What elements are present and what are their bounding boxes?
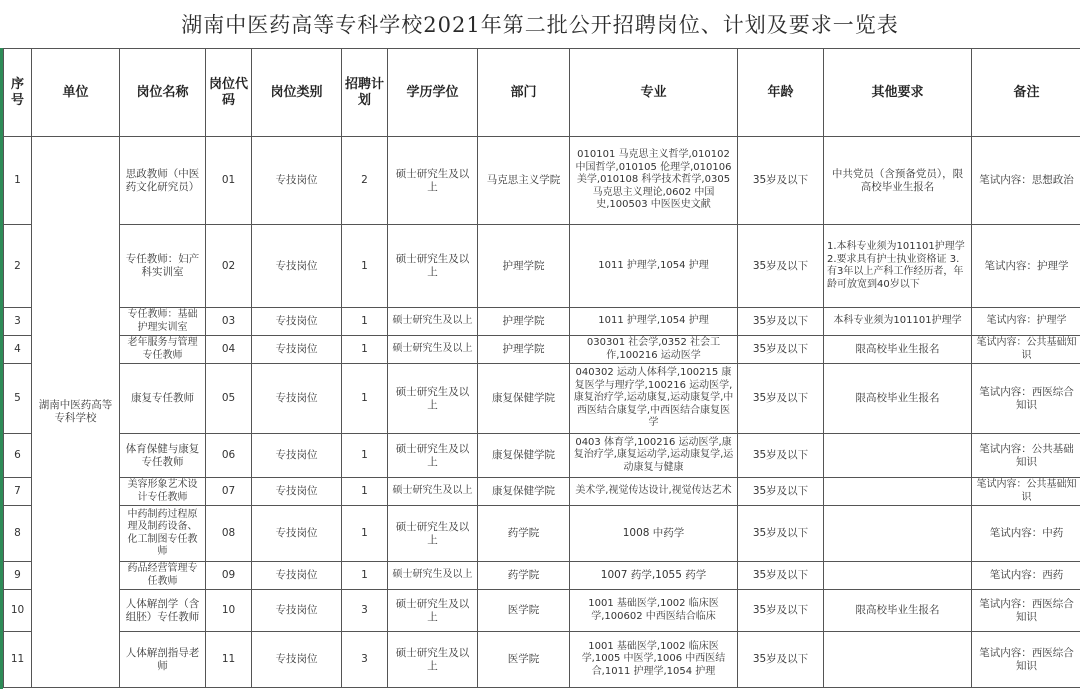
cell-education: 硕士研究生及以上 bbox=[388, 336, 478, 364]
cell-age: 35岁及以下 bbox=[738, 562, 824, 590]
cell-post-code: 06 bbox=[206, 434, 252, 478]
cell-plan: 1 bbox=[342, 225, 388, 308]
cell-education: 硕士研究生及以上 bbox=[388, 478, 478, 506]
cell-remark: 笔试内容：公共基础知识 bbox=[972, 434, 1080, 478]
cell-major: 1011 护理学,1054 护理 bbox=[570, 225, 738, 308]
recruitment-table bbox=[3, 48, 1080, 688]
cell-other bbox=[824, 632, 972, 688]
cell-education: 硕士研究生及以上 bbox=[388, 632, 478, 688]
cell-education: 硕士研究生及以上 bbox=[388, 562, 478, 590]
cell-dept: 护理学院 bbox=[478, 336, 570, 364]
cell-seq: 6 bbox=[4, 434, 32, 478]
cell-post-type: 专技岗位 bbox=[252, 434, 342, 478]
cell-seq: 10 bbox=[4, 590, 32, 632]
cell-major: 1007 药学,1055 药学 bbox=[570, 562, 738, 590]
cell-post-type: 专技岗位 bbox=[252, 562, 342, 590]
table-row bbox=[4, 562, 1080, 590]
header-major: 专业 bbox=[570, 49, 738, 137]
cell-post-type: 专技岗位 bbox=[252, 308, 342, 336]
header-dept: 部门 bbox=[478, 49, 570, 137]
cell-age: 35岁及以下 bbox=[738, 632, 824, 688]
cell-age: 35岁及以下 bbox=[738, 225, 824, 308]
cell-education: 硕士研究生及以上 bbox=[388, 590, 478, 632]
cell-remark: 笔试内容：西医综合知识 bbox=[972, 632, 1080, 688]
cell-education: 硕士研究生及以上 bbox=[388, 434, 478, 478]
table-row bbox=[4, 336, 1080, 364]
header-seq: 序号 bbox=[4, 49, 32, 137]
cell-post-code: 10 bbox=[206, 590, 252, 632]
cell-seq: 3 bbox=[4, 308, 32, 336]
cell-seq: 1 bbox=[4, 137, 32, 225]
cell-dept: 康复保健学院 bbox=[478, 434, 570, 478]
cell-post-type: 专技岗位 bbox=[252, 506, 342, 562]
cell-dept: 医学院 bbox=[478, 632, 570, 688]
cell-other: 限高校毕业生报名 bbox=[824, 590, 972, 632]
cell-post-type: 专技岗位 bbox=[252, 478, 342, 506]
cell-education: 硕士研究生及以上 bbox=[388, 137, 478, 225]
cell-remark: 笔试内容：西医综合知识 bbox=[972, 590, 1080, 632]
cell-plan: 3 bbox=[342, 632, 388, 688]
header-other: 其他要求 bbox=[824, 49, 972, 137]
cell-age: 35岁及以下 bbox=[738, 506, 824, 562]
cell-dept: 康复保健学院 bbox=[478, 364, 570, 434]
cell-major: 010101 马克思主义哲学,010102 中国哲学,010105 伦理学,010106 美学,010108 科学技术哲学,0305 马克思主义理论,0602 中国史,100503 中医医史文献 bbox=[570, 137, 738, 225]
cell-post-name: 药品经营管理专任教师 bbox=[120, 562, 206, 590]
table-row bbox=[4, 137, 1080, 225]
cell-post-type: 专技岗位 bbox=[252, 336, 342, 364]
header-plan: 招聘计划 bbox=[342, 49, 388, 137]
cell-dept: 药学院 bbox=[478, 506, 570, 562]
table-row bbox=[4, 478, 1080, 506]
cell-age: 35岁及以下 bbox=[738, 336, 824, 364]
cell-post-name: 中药制药过程原理及制药设备、化工制图专任教师 bbox=[120, 506, 206, 562]
cell-other: 本科专业须为101101护理学 bbox=[824, 308, 972, 336]
table-header-row bbox=[4, 49, 1080, 137]
cell-remark: 笔试内容：公共基础知识 bbox=[972, 478, 1080, 506]
cell-seq: 11 bbox=[4, 632, 32, 688]
cell-post-type: 专技岗位 bbox=[252, 632, 342, 688]
cell-plan: 1 bbox=[342, 478, 388, 506]
cell-post-code: 11 bbox=[206, 632, 252, 688]
cell-post-code: 08 bbox=[206, 506, 252, 562]
cell-dept: 医学院 bbox=[478, 590, 570, 632]
header-post-type: 岗位类别 bbox=[252, 49, 342, 137]
cell-post-type: 专技岗位 bbox=[252, 590, 342, 632]
cell-age: 35岁及以下 bbox=[738, 137, 824, 225]
cell-plan: 3 bbox=[342, 590, 388, 632]
cell-dept: 药学院 bbox=[478, 562, 570, 590]
cell-post-code: 07 bbox=[206, 478, 252, 506]
header-post-code: 岗位代码 bbox=[206, 49, 252, 137]
cell-post-name: 人体解剖指导老师 bbox=[120, 632, 206, 688]
cell-plan: 2 bbox=[342, 137, 388, 225]
cell-post-code: 02 bbox=[206, 225, 252, 308]
cell-age: 35岁及以下 bbox=[738, 590, 824, 632]
cell-major: 0403 体育学,100216 运动医学,康复治疗学,康复运动学,运动康复学,运动康复与健康 bbox=[570, 434, 738, 478]
header-post-name: 岗位名称 bbox=[120, 49, 206, 137]
cell-post-type: 专技岗位 bbox=[252, 137, 342, 225]
table-row bbox=[4, 632, 1080, 688]
cell-post-name: 专任教师：基础护理实训室 bbox=[120, 308, 206, 336]
cell-other bbox=[824, 562, 972, 590]
cell-plan: 1 bbox=[342, 434, 388, 478]
cell-education: 硕士研究生及以上 bbox=[388, 225, 478, 308]
cell-post-name: 康复专任教师 bbox=[120, 364, 206, 434]
cell-dept: 康复保健学院 bbox=[478, 478, 570, 506]
cell-remark: 笔试内容：公共基础知识 bbox=[972, 336, 1080, 364]
cell-post-type: 专技岗位 bbox=[252, 364, 342, 434]
cell-post-code: 01 bbox=[206, 137, 252, 225]
cell-seq: 9 bbox=[4, 562, 32, 590]
cell-seq: 2 bbox=[4, 225, 32, 308]
cell-plan: 1 bbox=[342, 562, 388, 590]
cell-major: 1001 基础医学,1002 临床医学,1005 中医学,1006 中西医结合,1011 护理学,1054 护理 bbox=[570, 632, 738, 688]
cell-remark: 笔试内容：护理学 bbox=[972, 225, 1080, 308]
table-row bbox=[4, 434, 1080, 478]
cell-post-name: 专任教师：妇产科实训室 bbox=[120, 225, 206, 308]
table-row bbox=[4, 364, 1080, 434]
cell-major: 美术学,视觉传达设计,视觉传达艺术 bbox=[570, 478, 738, 506]
cell-education: 硕士研究生及以上 bbox=[388, 364, 478, 434]
cell-education: 硕士研究生及以上 bbox=[388, 506, 478, 562]
table-wrapper[interactable] bbox=[0, 48, 1080, 689]
table-row bbox=[4, 506, 1080, 562]
cell-remark: 笔试内容：思想政治 bbox=[972, 137, 1080, 225]
cell-post-name: 美容形象艺术设计专任教师 bbox=[120, 478, 206, 506]
cell-major: 1008 中药学 bbox=[570, 506, 738, 562]
cell-plan: 1 bbox=[342, 336, 388, 364]
cell-plan: 1 bbox=[342, 364, 388, 434]
cell-post-code: 03 bbox=[206, 308, 252, 336]
cell-age: 35岁及以下 bbox=[738, 478, 824, 506]
cell-post-name: 人体解剖学（含组胚）专任教师 bbox=[120, 590, 206, 632]
cell-major: 030301 社会学,0352 社会工作,100216 运动医学 bbox=[570, 336, 738, 364]
cell-seq: 5 bbox=[4, 364, 32, 434]
cell-unit: 湖南中医药高等专科学校 bbox=[32, 137, 120, 688]
table-row bbox=[4, 308, 1080, 336]
header-unit: 单位 bbox=[32, 49, 120, 137]
cell-other: 中共党员（含预备党员），限高校毕业生报名 bbox=[824, 137, 972, 225]
cell-post-code: 05 bbox=[206, 364, 252, 434]
cell-seq: 4 bbox=[4, 336, 32, 364]
cell-other: 1.本科专业须为101101护理学 2.要求具有护士执业资格证 3.有3年以上产科工作经历者，年龄可放宽到40岁以下 bbox=[824, 225, 972, 308]
cell-education: 硕士研究生及以上 bbox=[388, 308, 478, 336]
cell-major: 040302 运动人体科学,100215 康复医学与理疗学,100216 运动医学,康复治疗学,运动康复,运动康复学,中西医结合康复学,中西医结合康复医学 bbox=[570, 364, 738, 434]
cell-dept: 马克思主义学院 bbox=[478, 137, 570, 225]
cell-post-code: 09 bbox=[206, 562, 252, 590]
header-education: 学历学位 bbox=[388, 49, 478, 137]
cell-seq: 7 bbox=[4, 478, 32, 506]
cell-plan: 1 bbox=[342, 308, 388, 336]
cell-post-name: 思政教师（中医药文化研究员） bbox=[120, 137, 206, 225]
cell-post-code: 04 bbox=[206, 336, 252, 364]
cell-dept: 护理学院 bbox=[478, 225, 570, 308]
header-remark: 备注 bbox=[972, 49, 1080, 137]
cell-major: 1011 护理学,1054 护理 bbox=[570, 308, 738, 336]
cell-other bbox=[824, 434, 972, 478]
cell-post-name: 体育保健与康复专任教师 bbox=[120, 434, 206, 478]
cell-age: 35岁及以下 bbox=[738, 434, 824, 478]
table-row bbox=[4, 590, 1080, 632]
cell-remark: 笔试内容：中药 bbox=[972, 506, 1080, 562]
cell-other bbox=[824, 506, 972, 562]
cell-major: 1001 基础医学,1002 临床医学,100602 中西医结合临床 bbox=[570, 590, 738, 632]
table-row bbox=[4, 225, 1080, 308]
cell-plan: 1 bbox=[342, 506, 388, 562]
cell-other: 限高校毕业生报名 bbox=[824, 336, 972, 364]
cell-remark: 笔试内容：西医综合知识 bbox=[972, 364, 1080, 434]
header-age: 年龄 bbox=[738, 49, 824, 137]
cell-post-name: 老年服务与管理专任教师 bbox=[120, 336, 206, 364]
cell-post-type: 专技岗位 bbox=[252, 225, 342, 308]
page-title: 湖南中医药高等专科学校2021年第二批公开招聘岗位、计划及要求一览表 bbox=[181, 13, 899, 37]
cell-other bbox=[824, 478, 972, 506]
cell-remark: 笔试内容：西药 bbox=[972, 562, 1080, 590]
cell-other: 限高校毕业生报名 bbox=[824, 364, 972, 434]
cell-dept: 护理学院 bbox=[478, 308, 570, 336]
cell-seq: 8 bbox=[4, 506, 32, 562]
cell-age: 35岁及以下 bbox=[738, 308, 824, 336]
cell-age: 35岁及以下 bbox=[738, 364, 824, 434]
cell-remark: 笔试内容：护理学 bbox=[972, 308, 1080, 336]
